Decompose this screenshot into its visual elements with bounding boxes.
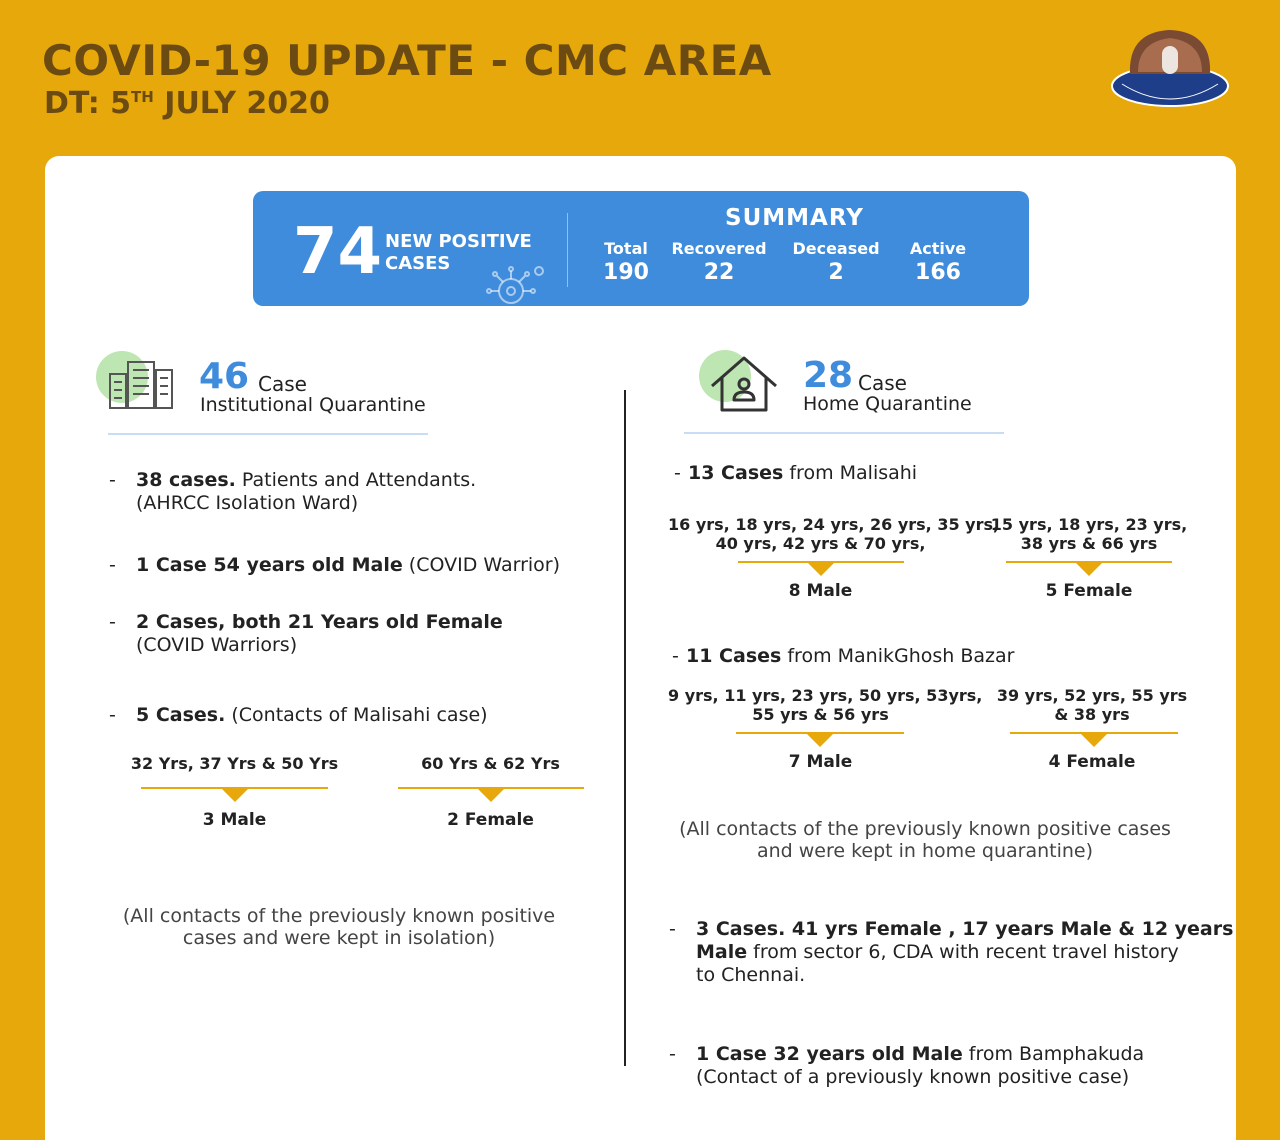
institutional-rule	[108, 433, 428, 435]
cmc-logo	[1108, 24, 1232, 116]
institutional-female-label: 2 Female	[447, 810, 534, 830]
home-item-3: - 3 Cases. 41 yrs Female , 17 years Male & 12 years Male from sector 6, CDA with recent travel history to Chennai.	[669, 918, 1234, 986]
summary-heading: SUMMARY	[725, 205, 864, 231]
institutional-count: 46	[199, 356, 250, 397]
house-icon	[704, 352, 784, 422]
home-group-1-heading: - 13 Cases from Malisahi	[674, 462, 918, 484]
column-divider	[624, 390, 626, 1066]
new-cases-label: NEW POSITIVE CASES	[385, 231, 532, 274]
institutional-case-word: Case	[258, 372, 307, 396]
home-count: 28	[803, 355, 854, 396]
institutional-item-2: - 1 Case 54 years old Male (COVID Warrior)	[109, 554, 561, 576]
pointer-triangle	[1076, 563, 1102, 576]
pointer-triangle	[808, 563, 834, 576]
home-group-2-heading: - 11 Cases from ManikGhosh Bazar	[672, 645, 1015, 667]
stat-total: Total 190	[603, 239, 649, 285]
home-g2-female-label: 4 Female	[1048, 752, 1136, 772]
home-note: (All contacts of the previously known positive cases and were kept in home quarantine)	[679, 818, 1171, 862]
virus-icon	[483, 261, 553, 307]
institutional-item-1: - 38 cases. Patients and Attendants. (AHRCC Isolation Ward)	[109, 469, 477, 514]
page-title: COVID-19 UPDATE - CMC AREA	[42, 36, 772, 85]
institutional-female-ages: 60 Yrs & 62 Yrs	[421, 754, 560, 773]
new-cases-count: 74	[293, 215, 383, 289]
summary-divider	[567, 213, 568, 287]
home-rule	[684, 432, 1004, 434]
home-g1-female-label: 5 Female	[1045, 581, 1133, 601]
home-g1-female-ages: 15 yrs, 18 yrs, 23 yrs, 38 yrs & 66 yrs	[990, 515, 1188, 553]
stat-active: Active 166	[909, 239, 967, 285]
home-case-word: Case	[858, 371, 907, 395]
summary-panel	[253, 191, 1029, 306]
institutional-note: (All contacts of the previously known positive cases and were kept in isolation)	[122, 905, 556, 949]
home-g2-male-ages: 9 yrs, 11 yrs, 23 yrs, 50 yrs, 53yrs, 55 yrs & 56 yrs	[668, 686, 983, 724]
pointer-triangle	[1081, 734, 1107, 747]
institutional-subtitle: Institutional Quarantine	[200, 394, 426, 416]
home-g2-female-ages: 39 yrs, 52 yrs, 55 yrs & 38 yrs	[996, 686, 1188, 724]
home-subtitle: Home Quarantine	[803, 393, 972, 415]
building-icon	[106, 356, 186, 426]
home-g2-male-label: 7 Male	[788, 752, 853, 772]
home-g1-male-ages: 16 yrs, 18 yrs, 24 yrs, 26 yrs, 35 yrs, 40 yrs, 42 yrs & 70 yrs,	[668, 515, 1000, 553]
stat-recovered: Recovered 22	[671, 239, 767, 285]
institutional-male-ages: 32 Yrs, 37 Yrs & 50 Yrs	[130, 754, 339, 773]
institutional-item-3: - 2 Cases, both 21 Years old Female (COVID Warriors)	[109, 611, 503, 656]
pointer-triangle	[807, 734, 833, 747]
report-date: DT: 5TH JULY 2020	[44, 86, 330, 121]
pointer-triangle	[222, 789, 248, 802]
home-g1-male-label: 8 Male	[788, 581, 853, 601]
institutional-male-label: 3 Male	[202, 810, 267, 830]
home-item-4: - 1 Case 32 years old Male from Bamphakuda (Contact of a previously known positive case)	[669, 1043, 1145, 1088]
institutional-item-4: - 5 Cases. (Contacts of Malisahi case)	[109, 704, 488, 726]
pointer-triangle	[478, 789, 504, 802]
stat-deceased: Deceased 2	[792, 239, 880, 285]
